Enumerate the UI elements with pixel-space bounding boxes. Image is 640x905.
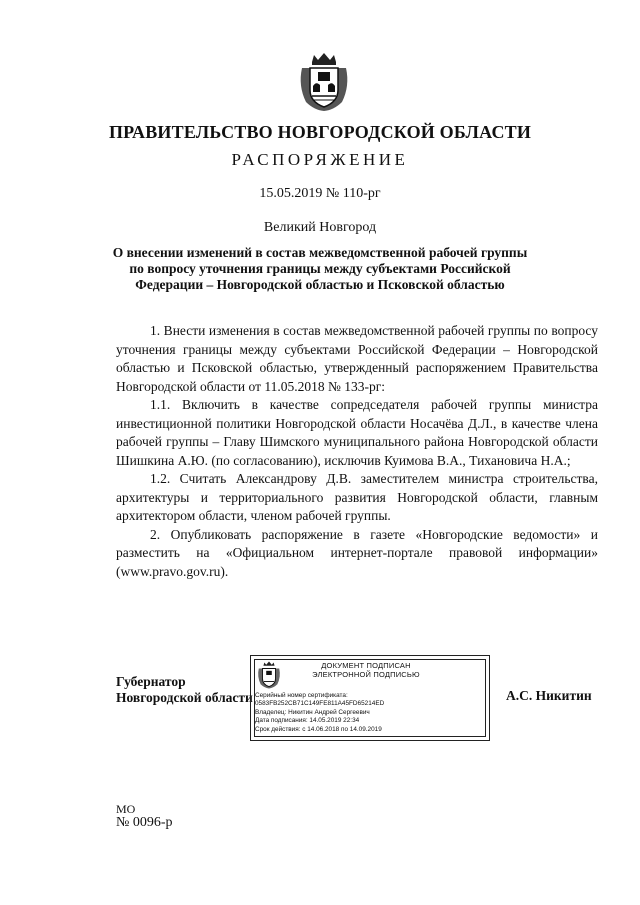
document-subject: О внесении изменений в состав межведомственной рабочей группы по вопросу уточнения границы между субъектами Российской Федерации – Новгородской областью и Псковской областью [112,245,528,292]
paragraph-1-1: 1.1. Включить в качестве сопредседателя рабочей группы министра инвестиционной политики Новгородской области Носачёва Д.Л., в качестве члена рабочей группы – Главу Шимского муниципального района Новгородской области Шишкина А.Ю. (по согласованию), исключив Куимова В.А., Тихановича Н.А.; [116,397,598,468]
paragraph-1: 1. Внести изменения в состав межведомственной рабочей группы по вопросу уточнения границы между субъектами Российской Федерации – Новгородской областью и Псковской областью, утвержденный распоряжением Правительства Новгородской области от 11.05.2018 № 133-рг: [116,323,598,394]
stamp-cert-label: Серийный номер сертификата: [255,692,348,699]
document-city: Великий Новгород [263,220,377,235]
document-date-number: 15.05.2019 № 110-рг [259,186,381,201]
position-line-1: Губернатор [116,674,186,689]
signatory-position [116,674,253,706]
paragraph-1-2: 1.2. Считать Александрову Д.В. заместителем министра строительства, архитектуры и территориального развития Новгородской области, главным архитектором области, членом рабочей группы. [116,471,598,523]
stamp-cert-number: 0583FB252CB71C149FE811A45FD65214ED [255,700,385,708]
signatory-name: А.С. Никитин [506,688,592,703]
electronic-signature-stamp [250,655,490,741]
government-title: ПРАВИТЕЛЬСТВО НОВГОРОДСКОЙ ОБЛАСТИ [108,122,532,142]
footer-number: № 0096-р [116,815,173,830]
document-body [116,322,598,581]
paragraph-2: 2. Опубликовать распоряжение в газете «Новгородские ведомости» и разместить на «Официальном интернет-портале правовой информации» (www.pravo.gov.ru). [116,526,598,579]
stamp-heading-line-1: ДОКУМЕНТ ПОДПИСАН [321,661,411,670]
stamp-owner: Владелец: Никитин Андрей Сергеевич [255,708,370,716]
stamp-details [255,692,481,734]
novgorod-coat-of-arms-icon [296,52,352,112]
document-type: РАСПОРЯЖЕНИЕ [231,150,409,169]
footer-initials: МО [116,802,136,816]
document-footer [116,802,173,830]
stamp-signed-date: Дата подписания: 14.05.2019 22:34 [255,717,360,725]
position-line-2: Новгородской области [116,690,253,705]
stamp-heading [291,661,441,679]
stamp-heading-line-2: ЭЛЕКТРОННОЙ ПОДПИСЬЮ [312,670,420,679]
novgorod-coat-of-arms-icon [256,660,282,690]
stamp-validity: Срок действия: с 14.06.2018 по 14.09.2019 [255,725,382,733]
